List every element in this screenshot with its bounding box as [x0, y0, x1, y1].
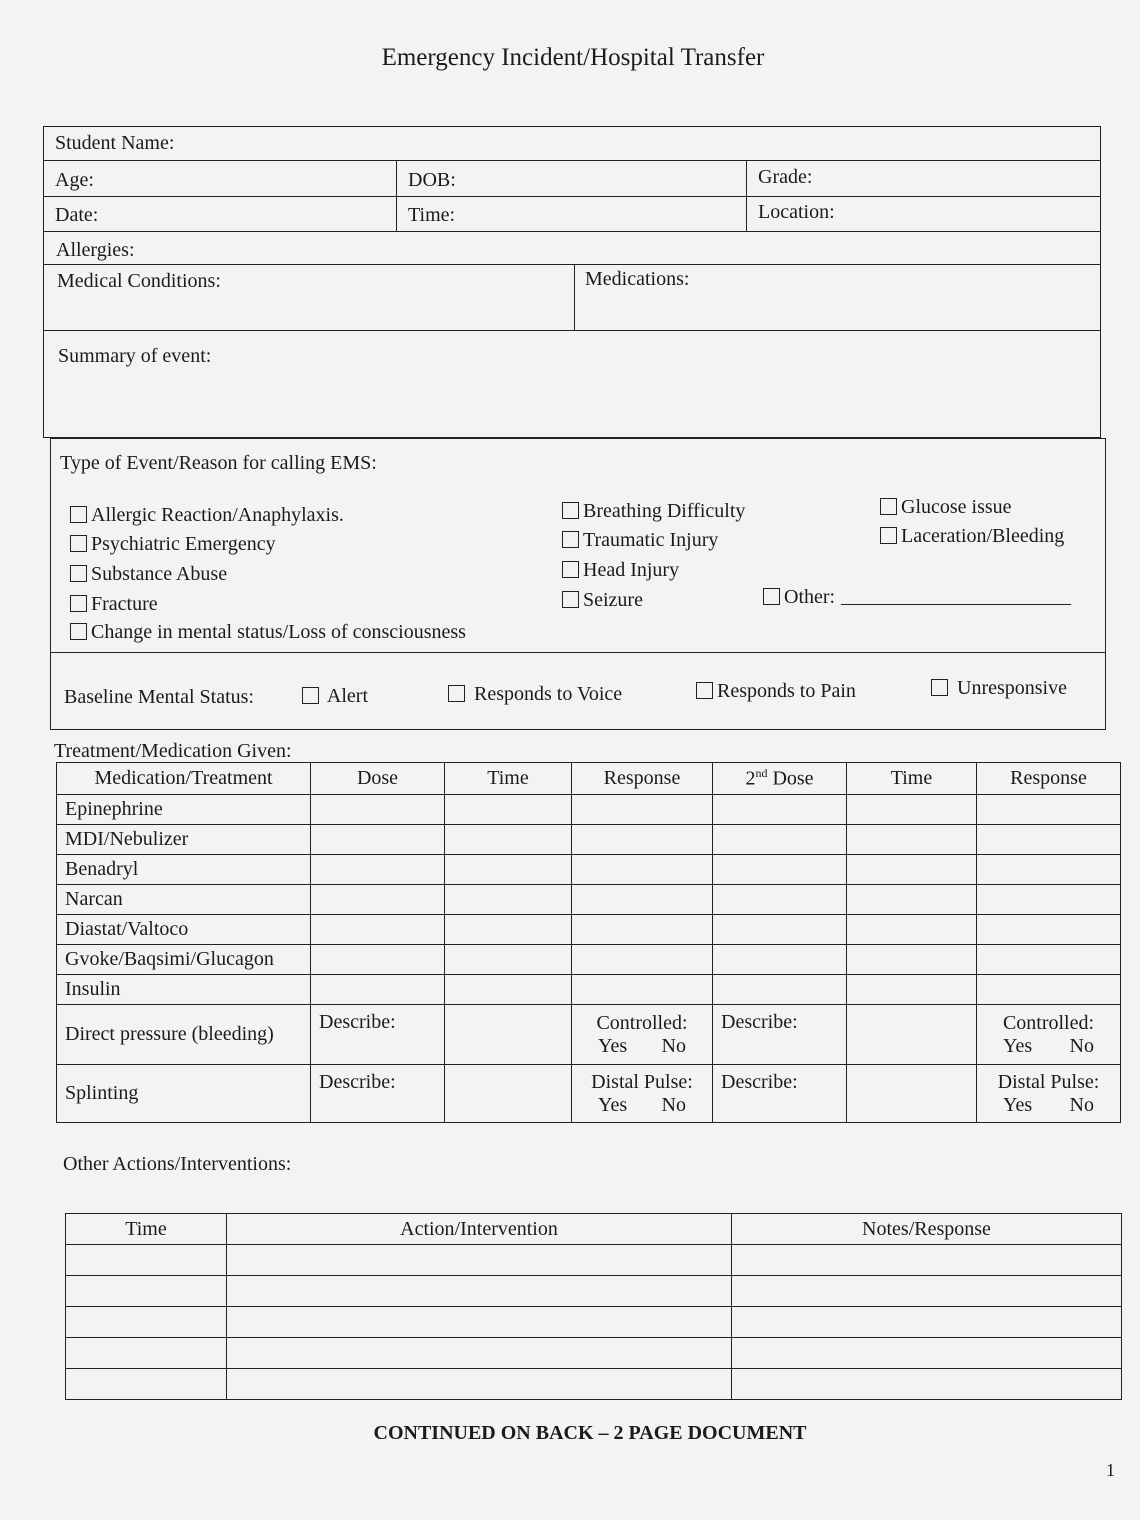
grade-field[interactable]: Grade:: [758, 166, 813, 188]
column-header: Notes/Response: [732, 1214, 1122, 1245]
treatment-name: Splinting: [57, 1065, 311, 1123]
controlled-cell[interactable]: Controlled: Yes No: [572, 1005, 713, 1065]
table-cell[interactable]: [732, 1276, 1122, 1307]
medication-name: Diastat/Valtoco: [57, 915, 311, 945]
table-cell[interactable]: [977, 795, 1121, 825]
column-header: Time: [66, 1214, 227, 1245]
age-field[interactable]: Age:: [55, 169, 94, 191]
checkbox-icon[interactable]: [70, 595, 87, 612]
divider: [50, 652, 1106, 653]
medication-name: Benadryl: [57, 855, 311, 885]
checkbox-icon[interactable]: [448, 685, 465, 702]
divider: [43, 196, 1101, 197]
checkbox-allergic-reaction[interactable]: Allergic Reaction/Anaphylaxis.: [70, 504, 344, 527]
table-cell[interactable]: [227, 1338, 732, 1369]
medication-name: Epinephrine: [57, 795, 311, 825]
table-row: [57, 825, 1121, 855]
table-cell[interactable]: [445, 945, 572, 975]
divider: [43, 231, 1101, 232]
table-cell[interactable]: [732, 1245, 1122, 1276]
checkbox-fracture[interactable]: Fracture: [70, 593, 158, 616]
checkbox-glucose-issue[interactable]: Glucose issue: [880, 496, 1012, 519]
column-header: Time: [847, 763, 977, 795]
medications-field[interactable]: Medications:: [585, 268, 690, 290]
checkbox-unresponsive[interactable]: Unresponsive: [931, 677, 1067, 700]
table-cell[interactable]: [572, 855, 713, 885]
yes-option[interactable]: Yes: [1003, 1093, 1033, 1116]
table-row-direct-pressure: [57, 1005, 1121, 1065]
table-cell[interactable]: [572, 915, 713, 945]
table-cell[interactable]: [66, 1338, 227, 1369]
table-cell[interactable]: [445, 975, 572, 1005]
table-cell[interactable]: [732, 1307, 1122, 1338]
table-cell[interactable]: [713, 975, 847, 1005]
table-cell[interactable]: [311, 795, 445, 825]
divider: [396, 160, 397, 231]
table-row: [57, 945, 1121, 975]
table-cell[interactable]: [227, 1369, 732, 1400]
table-cell[interactable]: [311, 915, 445, 945]
checkbox-icon[interactable]: [763, 588, 780, 605]
divider: [43, 330, 1101, 331]
checkbox-other[interactable]: Other:: [763, 586, 1071, 609]
table-header-row: [57, 763, 1121, 795]
table-row: [66, 1276, 1122, 1307]
table-cell[interactable]: [311, 975, 445, 1005]
describe-cell[interactable]: Describe:: [713, 1005, 847, 1065]
table-row: [66, 1245, 1122, 1276]
table-cell[interactable]: [847, 795, 977, 825]
checkbox-seizure[interactable]: Seizure: [562, 589, 643, 612]
medication-name: MDI/Nebulizer: [57, 825, 311, 855]
divider: [43, 264, 1101, 265]
other-actions-table: [65, 1213, 1122, 1400]
allergies-field[interactable]: Allergies:: [56, 239, 135, 261]
table-cell[interactable]: [847, 915, 977, 945]
table-cell[interactable]: [311, 855, 445, 885]
checkbox-icon[interactable]: [931, 679, 948, 696]
table-cell[interactable]: [847, 885, 977, 915]
table-cell[interactable]: [445, 855, 572, 885]
table-cell[interactable]: [445, 885, 572, 915]
table-cell[interactable]: [713, 915, 847, 945]
table-cell[interactable]: [847, 855, 977, 885]
controlled-cell[interactable]: Controlled: Yes No: [977, 1005, 1121, 1065]
table-cell[interactable]: [445, 795, 572, 825]
treatment-label: Treatment/Medication Given:: [54, 740, 292, 762]
yes-option[interactable]: Yes: [598, 1093, 628, 1116]
column-header: Response: [977, 763, 1121, 795]
checkbox-responds-voice[interactable]: Responds to Voice: [448, 683, 622, 706]
table-row: [57, 795, 1121, 825]
table-cell[interactable]: [713, 855, 847, 885]
describe-cell[interactable]: Describe:: [311, 1005, 445, 1065]
table-cell[interactable]: [572, 885, 713, 915]
yes-option[interactable]: Yes: [598, 1034, 628, 1057]
table-row: [57, 915, 1121, 945]
table-cell[interactable]: [847, 1005, 977, 1065]
table-cell[interactable]: [847, 825, 977, 855]
table-row: [57, 885, 1121, 915]
table-cell[interactable]: [227, 1245, 732, 1276]
checkbox-alert[interactable]: Alert: [302, 685, 368, 708]
checkbox-substance-abuse[interactable]: Substance Abuse: [70, 563, 227, 586]
column-header: Response: [572, 763, 713, 795]
treatment-name: Direct pressure (bleeding): [57, 1005, 311, 1065]
table-cell[interactable]: [977, 855, 1121, 885]
medication-name: Insulin: [57, 975, 311, 1005]
table-cell[interactable]: [66, 1369, 227, 1400]
table-cell[interactable]: [977, 825, 1121, 855]
page-number: 1: [1106, 1460, 1115, 1480]
column-header: Time: [445, 763, 572, 795]
table-row: [66, 1338, 1122, 1369]
table-cell[interactable]: [311, 945, 445, 975]
divider: [574, 264, 575, 330]
other-blank-line[interactable]: [841, 604, 1071, 605]
table-cell[interactable]: [847, 945, 977, 975]
mental-status-label: Baseline Mental Status:: [64, 686, 254, 708]
summary-field[interactable]: Summary of event:: [58, 345, 212, 367]
checkbox-icon[interactable]: [70, 535, 87, 552]
checkbox-breathing-difficulty[interactable]: Breathing Difficulty: [562, 500, 745, 523]
table-cell[interactable]: [227, 1307, 732, 1338]
table-cell[interactable]: [445, 915, 572, 945]
no-option[interactable]: No: [1069, 1093, 1094, 1116]
checkbox-icon[interactable]: [562, 561, 579, 578]
distal-pulse-cell[interactable]: Distal Pulse: Yes No: [572, 1065, 713, 1123]
checkbox-icon[interactable]: [70, 623, 87, 640]
continued-notice: CONTINUED ON BACK – 2 PAGE DOCUMENT: [373, 1422, 807, 1444]
table-cell[interactable]: [572, 945, 713, 975]
table-cell[interactable]: [311, 885, 445, 915]
date-field[interactable]: Date:: [55, 204, 99, 226]
no-option[interactable]: No: [661, 1034, 686, 1057]
describe-cell[interactable]: Describe:: [311, 1065, 445, 1123]
student-name-field[interactable]: Student Name:: [55, 132, 175, 154]
table-cell[interactable]: [713, 885, 847, 915]
table-cell[interactable]: [713, 795, 847, 825]
checkbox-psychiatric-emergency[interactable]: Psychiatric Emergency: [70, 533, 276, 556]
dob-field[interactable]: DOB:: [408, 169, 456, 191]
checkbox-responds-pain[interactable]: Responds to Pain: [696, 680, 856, 703]
checkbox-icon[interactable]: [562, 531, 579, 548]
table-row: [57, 855, 1121, 885]
treatment-table: [56, 762, 1121, 1123]
table-cell[interactable]: [66, 1307, 227, 1338]
table-cell[interactable]: [572, 795, 713, 825]
column-header: Medication/Treatment: [57, 763, 311, 795]
checkbox-icon[interactable]: [70, 565, 87, 582]
table-row-splinting: [57, 1065, 1121, 1123]
checkbox-icon[interactable]: [880, 527, 897, 544]
column-header: Dose: [311, 763, 445, 795]
medication-name: Narcan: [57, 885, 311, 915]
event-type-label: Type of Event/Reason for calling EMS:: [60, 452, 377, 474]
column-header: 2nd Dose: [713, 763, 847, 795]
table-cell[interactable]: [732, 1369, 1122, 1400]
table-cell[interactable]: [977, 915, 1121, 945]
medication-name: Gvoke/Baqsimi/Glucagon: [57, 945, 311, 975]
describe-cell[interactable]: Describe:: [713, 1065, 847, 1123]
checkbox-icon[interactable]: [562, 502, 579, 519]
no-option[interactable]: No: [661, 1093, 686, 1116]
table-cell[interactable]: [572, 825, 713, 855]
table-cell[interactable]: [227, 1276, 732, 1307]
divider: [746, 160, 747, 231]
no-option[interactable]: No: [1069, 1034, 1094, 1057]
table-cell[interactable]: [66, 1276, 227, 1307]
column-header: Action/Intervention: [227, 1214, 732, 1245]
table-cell[interactable]: [847, 1065, 977, 1123]
table-cell[interactable]: [572, 975, 713, 1005]
table-row: [66, 1307, 1122, 1338]
checkbox-icon[interactable]: [70, 506, 87, 523]
form-title: Emergency Incident/Hospital Transfer: [381, 44, 765, 71]
time-field[interactable]: Time:: [408, 204, 456, 226]
table-row: [57, 975, 1121, 1005]
checkbox-mental-status[interactable]: Change in mental status/Loss of consciousness: [70, 621, 466, 644]
table-cell[interactable]: [311, 825, 445, 855]
medical-conditions-field[interactable]: Medical Conditions:: [57, 270, 221, 292]
table-cell[interactable]: [445, 1005, 572, 1065]
other-actions-label: Other Actions/Interventions:: [63, 1153, 292, 1175]
location-field[interactable]: Location:: [758, 201, 835, 223]
table-cell[interactable]: [713, 945, 847, 975]
table-cell[interactable]: [445, 825, 572, 855]
table-header-row: [66, 1214, 1122, 1245]
distal-pulse-cell[interactable]: Distal Pulse: Yes No: [977, 1065, 1121, 1123]
yes-option[interactable]: Yes: [1003, 1034, 1033, 1057]
checkbox-icon[interactable]: [562, 591, 579, 608]
table-cell[interactable]: [977, 945, 1121, 975]
table-cell[interactable]: [732, 1338, 1122, 1369]
table-cell[interactable]: [445, 1065, 572, 1123]
checkbox-icon[interactable]: [696, 682, 713, 699]
table-cell[interactable]: [977, 885, 1121, 915]
table-cell[interactable]: [847, 975, 977, 1005]
table-cell[interactable]: [713, 825, 847, 855]
table-row: [66, 1369, 1122, 1400]
divider: [43, 160, 1101, 161]
table-cell[interactable]: [66, 1245, 227, 1276]
checkbox-traumatic-injury[interactable]: Traumatic Injury: [562, 529, 718, 552]
checkbox-laceration[interactable]: Laceration/Bleeding: [880, 525, 1064, 548]
checkbox-head-injury[interactable]: Head Injury: [562, 559, 679, 582]
checkbox-icon[interactable]: [880, 498, 897, 515]
checkbox-icon[interactable]: [302, 687, 319, 704]
table-cell[interactable]: [977, 975, 1121, 1005]
